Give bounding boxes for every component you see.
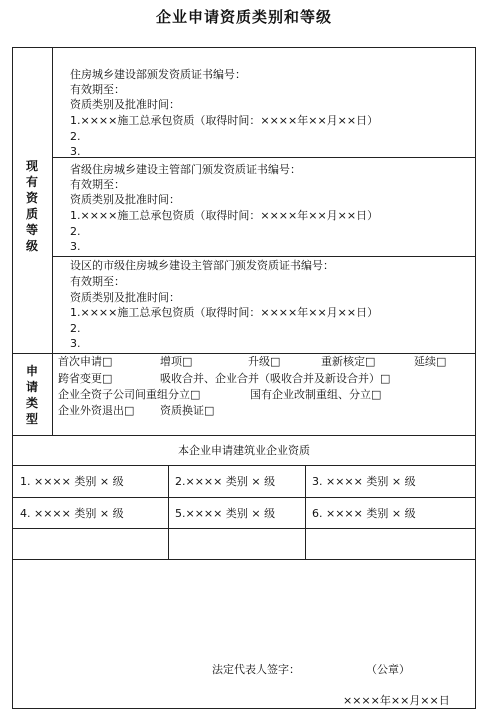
divider [52,256,476,257]
checkbox-merger[interactable]: 吸收合并、企业合并（吸收合并及新设合并）□ [160,372,391,385]
qualification-item: 3. [70,240,81,253]
checkbox-renewal[interactable]: 延续□ [414,355,447,368]
divider [52,47,53,435]
apply-cell: 5.×××× 类别 × 级 [175,507,276,520]
checkbox-soe-restructure[interactable]: 国有企业改制重组、分立□ [250,388,382,401]
checkbox-certificate-renewal[interactable]: 资质换证□ [160,404,215,417]
current-qualification-label: 现有资质等级 [25,159,38,253]
divider [12,528,476,529]
qualification-item: 2. [70,322,81,335]
approval-label: 资质类别及批准时间： [70,98,180,111]
checkbox-upgrade[interactable]: 升级□ [248,355,281,368]
official-seal: （公章） [366,663,410,676]
validity-label: 有效期至： [70,178,125,191]
application-type-label: 申请类型 [25,364,38,426]
checkbox-first-application[interactable]: 首次申请□ [58,355,113,368]
signature-date: ××××年××月××日 [343,694,450,707]
apply-cell: 1. ×××× 类别 × 级 [20,475,124,488]
checkbox-reassessment[interactable]: 重新核定□ [321,355,376,368]
certificate-number-label: 设区的市级住房城乡建设主管部门颁发资质证书编号： [70,259,334,272]
apply-cell: 4. ×××× 类别 × 级 [20,507,124,520]
apply-header: 本企业申请建筑业企业资质 [178,444,310,457]
apply-cell: 3. ×××× 类别 × 级 [312,475,416,488]
divider [12,497,476,498]
validity-label: 有效期至： [70,83,125,96]
divider [12,559,476,560]
divider [305,465,306,559]
apply-cell: 2.×××× 类别 × 级 [175,475,276,488]
qualification-item: 2. [70,130,81,143]
qualification-item: 1.××××施工总承包资质（取得时间：××××年××月××日） [70,209,379,222]
qualification-item: 1.××××施工总承包资质（取得时间：××××年××月××日） [70,306,379,319]
approval-label: 资质类别及批准时间： [70,291,180,304]
qualification-item: 3. [70,337,81,350]
divider [12,465,476,466]
divider [52,157,476,158]
divider [12,435,476,436]
qualification-item: 2. [70,225,81,238]
checkbox-subsidiary-restructure[interactable]: 企业全资子公司间重组分立□ [58,388,201,401]
qualification-item: 1.××××施工总承包资质（取得时间：××××年××月××日） [70,114,379,127]
validity-label: 有效期至： [70,275,125,288]
apply-cell: 6. ×××× 类别 × 级 [312,507,416,520]
checkbox-add-item[interactable]: 增项□ [160,355,193,368]
divider [12,353,476,354]
certificate-number-label: 省级住房城乡建设主管部门颁发资质证书编号： [70,163,301,176]
divider [168,465,169,559]
checkbox-foreign-exit[interactable]: 企业外资退出□ [58,404,135,417]
legal-representative-signature: 法定代表人签字： [212,663,300,676]
qualification-item: 3. [70,145,81,158]
certificate-number-label: 住房城乡建设部颁发资质证书编号： [70,68,246,81]
approval-label: 资质类别及批准时间： [70,193,180,206]
checkbox-cross-province[interactable]: 跨省变更□ [58,372,113,385]
page-title: 企业申请资质类别和等级 [155,8,332,26]
